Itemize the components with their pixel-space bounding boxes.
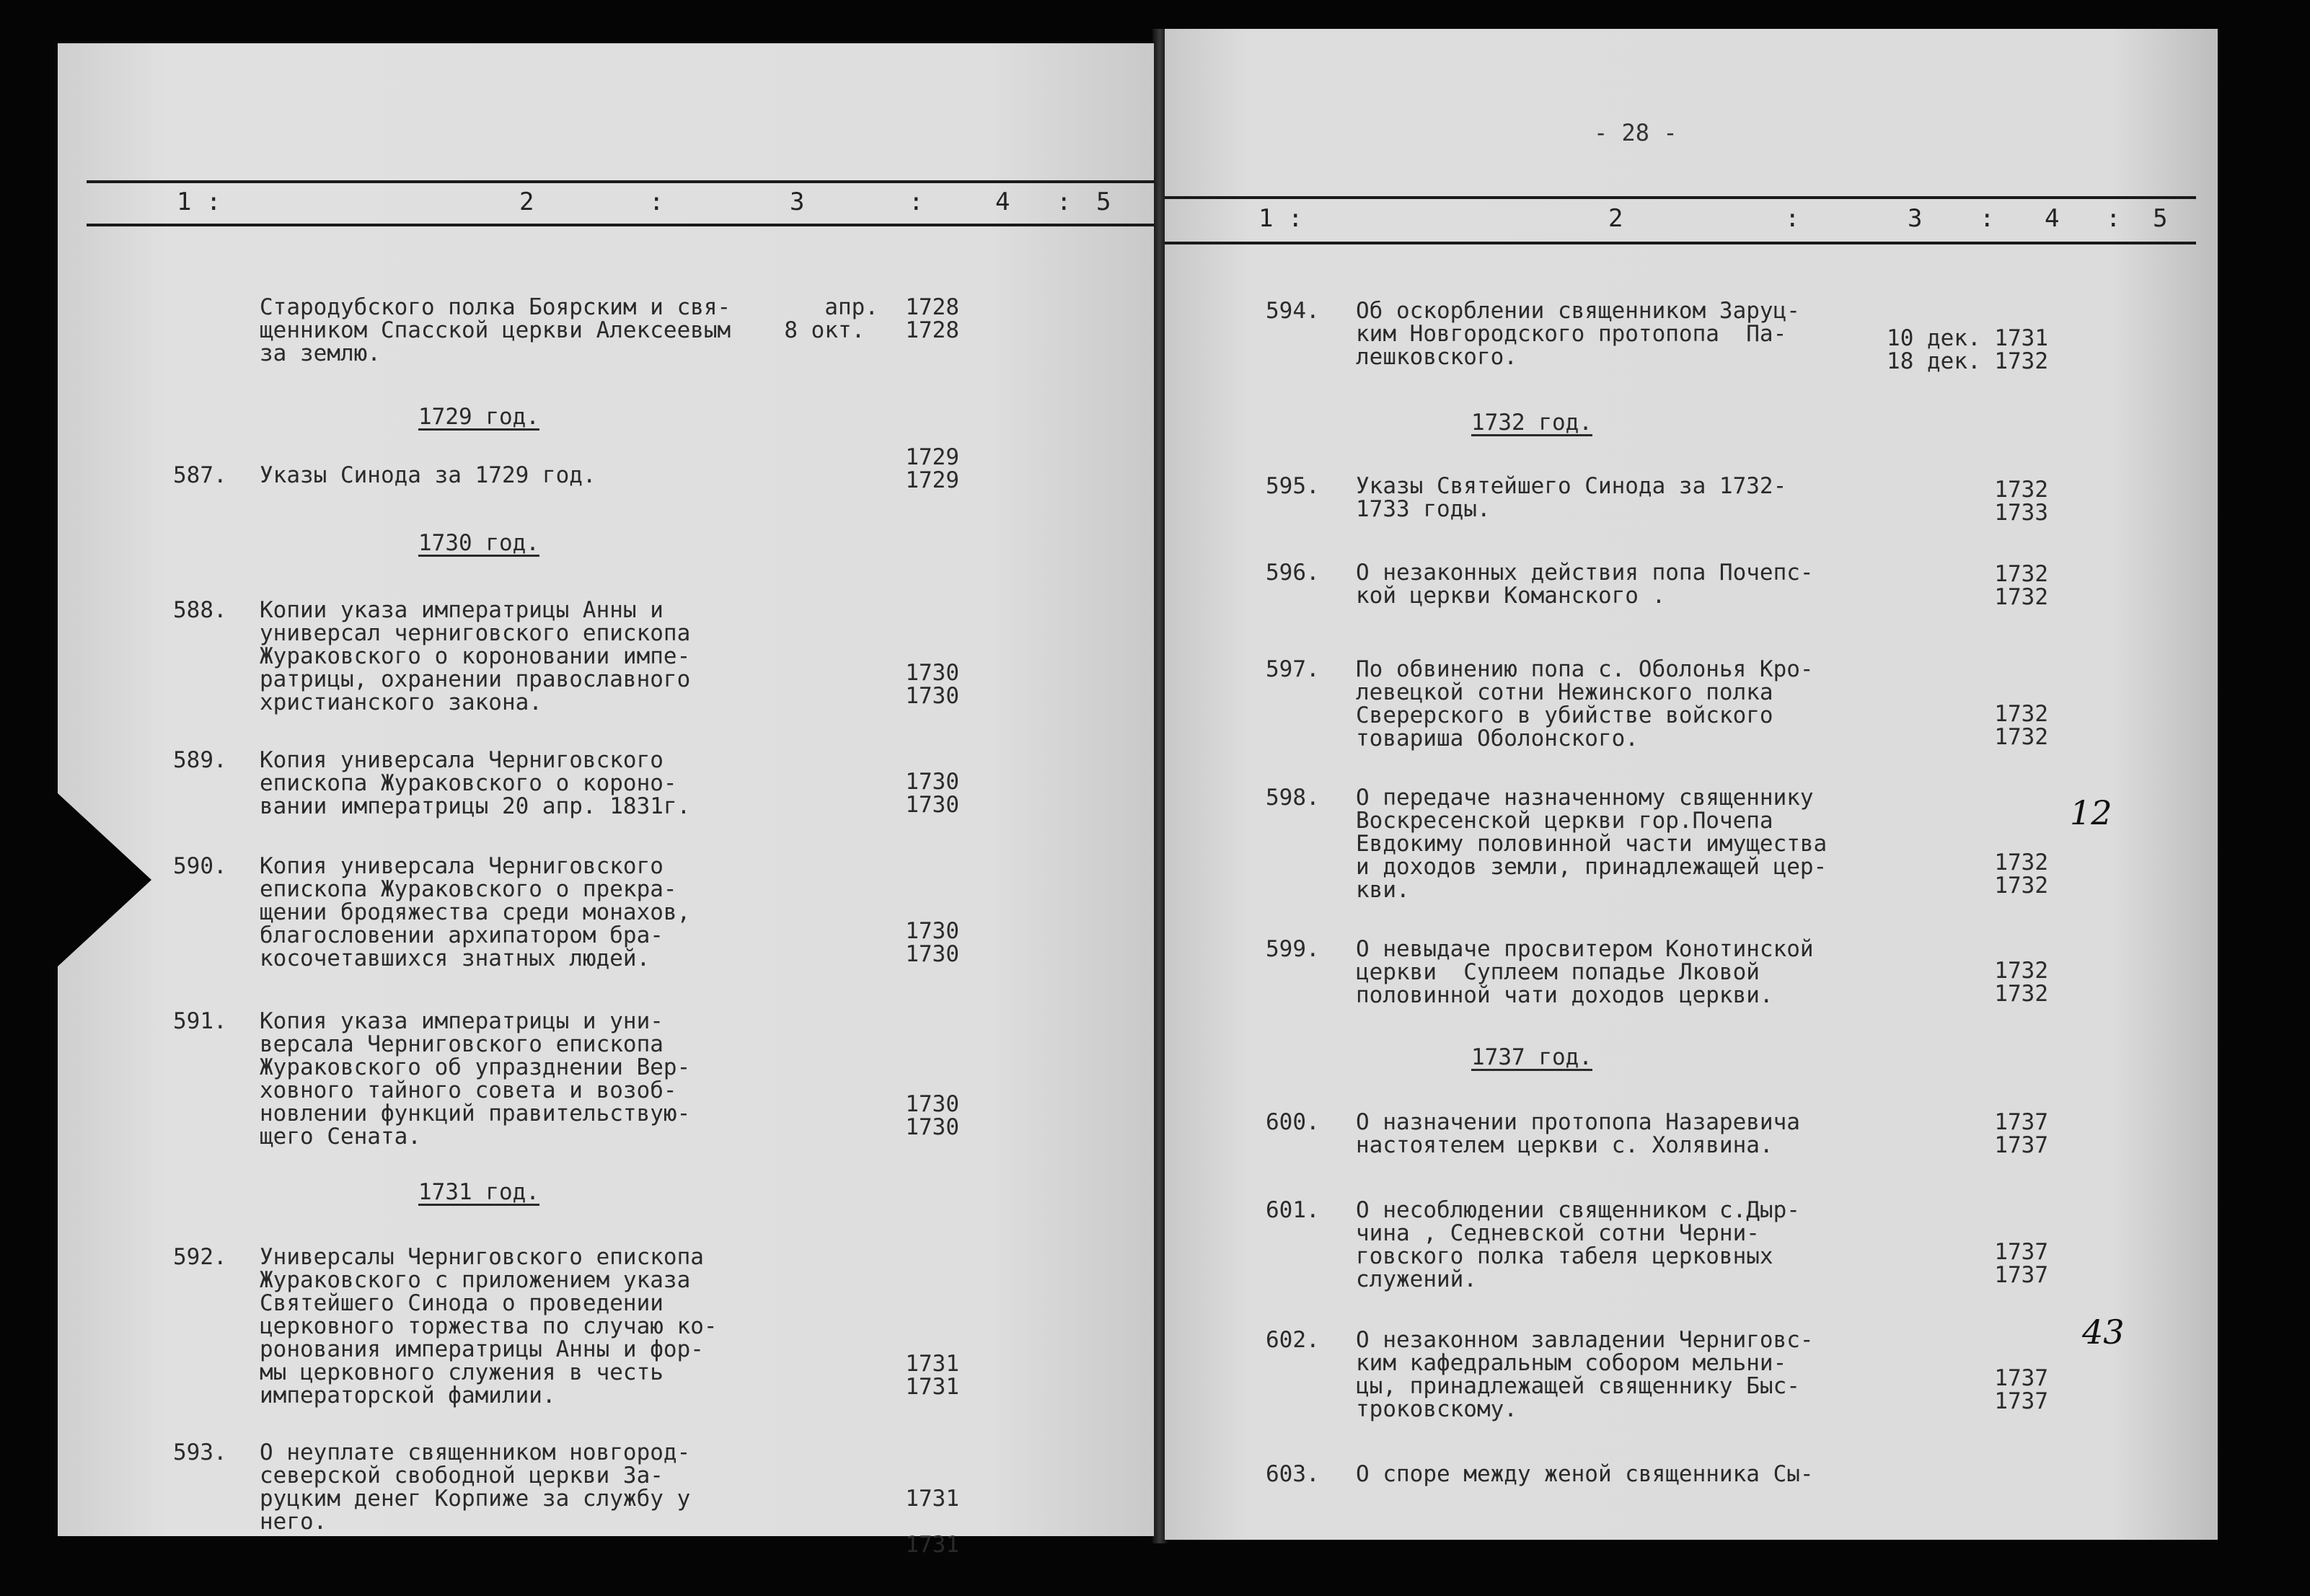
entry-description: По обвинению попа с. Оболонья Кро- левецкой сотни Нежинского полка Сверерского в убийстве войского товариша Оболонского. <box>1356 656 1814 751</box>
year-heading: 1730 год. <box>418 530 539 556</box>
column-number: 2 <box>519 188 534 216</box>
column-number: 3 <box>1908 204 1923 233</box>
entry-number: 599. <box>1266 936 1320 962</box>
column-number: 1 : <box>177 188 221 216</box>
entry-number: 600. <box>1266 1109 1320 1135</box>
entry-description: Копия универсала Черниговского епископа Жураковского о короно- вании императрицы 20 апр. 1831г. <box>260 747 691 819</box>
entry-number: 591. <box>173 1008 227 1034</box>
entry-description: О неуплате священником новгород- северской свободной церкви За- руцким денег Корпиже за службу у него. <box>260 1440 691 1535</box>
entry-number: 593. <box>173 1440 227 1465</box>
entry-dates: 1732 1732 <box>1994 850 2048 899</box>
handwritten-annotation: 12 <box>2070 793 2112 832</box>
entry-description: О назначении протопопа Назаревича настоятелем церкви с. Холявина. <box>1356 1109 1800 1158</box>
handwritten-annotation: 43 <box>2082 1313 2125 1352</box>
entry-number: 598. <box>1266 785 1320 811</box>
entry-dates: 1731 1731 <box>905 1486 959 1558</box>
column-number: : <box>1785 204 1800 233</box>
page-number: - 28 - <box>1594 119 1678 146</box>
entry-dates: апр. 1728 8 окт. 1728 <box>784 294 959 343</box>
entry-dates: 1730 1730 <box>905 660 959 709</box>
entry-number: 601. <box>1266 1197 1320 1223</box>
entry-description: Указы Святейшего Синода за 1732- 1733 годы. <box>1356 473 1787 522</box>
entry-description: Копии указа императрицы Анны и универсал черниговского епископа Жураковского о короновании импе- ратрицы, охранении православного христианского закона. <box>260 597 691 715</box>
entry-number: 596. <box>1266 560 1320 586</box>
entry-dates: 1729 1729 <box>905 444 959 493</box>
column-number: : <box>2106 204 2121 233</box>
entry-dates: 1737 1737 <box>1994 1239 2048 1288</box>
table-header-top-rule <box>1165 196 2196 199</box>
entry-number: 594. <box>1266 298 1320 324</box>
entry-description: Указы Синода за 1729 год. <box>260 462 596 488</box>
page-notch <box>58 793 151 966</box>
entry-dates: 1737 1737 <box>1994 1109 2048 1158</box>
year-heading: 1729 год. <box>418 404 539 430</box>
column-number: 3 <box>790 188 805 216</box>
entry-number: 595. <box>1266 473 1320 499</box>
year-heading: 1731 год. <box>418 1179 539 1205</box>
entry-number: 590. <box>173 853 227 879</box>
entry-dates: 10 дек. 1731 18 дек. 1732 <box>1887 325 2048 374</box>
entry-number: 588. <box>173 597 227 623</box>
entry-number: 597. <box>1266 656 1320 682</box>
entry-description: О несоблюдении священником с.Дыр- чина , Седневской сотни Черни- говского полка табеля церковных служений. <box>1356 1197 1800 1292</box>
entry-description: О незаконном завладении Черниговс- ким кафедральным собором мельни- цы, принадлежащей священнику Быс- троковскому. <box>1356 1327 1814 1422</box>
column-number: : <box>649 188 664 216</box>
entry-dates: 1732 1732 <box>1994 958 2048 1007</box>
column-number: 4 <box>2045 204 2060 233</box>
column-number: 4 <box>995 188 1010 216</box>
column-number: : <box>909 188 924 216</box>
entry-dates: 1730 1730 <box>905 769 959 818</box>
entry-description: Об оскорблении священником Заруц- ким Новгородского протопопа Па- лешковского. <box>1356 298 1800 370</box>
entry-number: 603. <box>1266 1461 1320 1487</box>
entry-number: 589. <box>173 747 227 773</box>
table-header-bottom-rule <box>1165 242 2196 244</box>
entry-number: 592. <box>173 1244 227 1270</box>
entry-number: 587. <box>173 462 227 488</box>
entry-dates: 1731 1731 <box>905 1351 959 1400</box>
column-number: 5 <box>2153 204 2168 233</box>
entry-description: О передаче назначенному священнику Воскресенской церкви гор.Почепа Евдокиму половинной части имущества и доходов земли, принадлежащей цер- кви. <box>1356 785 1828 903</box>
entry-description: Универсалы Черниговского епископа Жураковского с приложением указа Святейшего Синода о проведении церковного торжества по случаю ко- ронования императрицы Анны и фор- мы церковного служения в честь императорской фамилии. <box>260 1244 718 1408</box>
entry-description: Копия указа императрицы и уни- версала Черниговского епископа Жураковского об упразднении Вер- ховного тайного совета и возоб- новлении функций правительствую- щего Сената. <box>260 1008 691 1150</box>
column-number: 1 : <box>1258 204 1303 233</box>
entry-number: 602. <box>1266 1327 1320 1353</box>
entry-dates: 1732 1732 <box>1994 561 2048 610</box>
column-number: : <box>1057 188 1072 216</box>
entry-description: О невыдаче просвитером Конотинской церкви Суплеем попадье Лковой половинной чати доходов церкви. <box>1356 936 1814 1008</box>
entry-description: Стародубского полка Боярским и свя- щенником Спасской церкви Алексеевым за землю. <box>260 294 731 366</box>
entry-dates: 1737 1737 <box>1994 1365 2048 1414</box>
entry-dates: 1730 1730 <box>905 1091 959 1140</box>
left-page <box>58 43 1154 1558</box>
entry-dates: 1730 1730 <box>905 918 959 967</box>
entry-description: Копия универсала Черниговского епископа Жураковского о прекра- щении бродяжества среди монахов, благословении архипатором бра- косочетавшихся знатных людей. <box>260 853 691 971</box>
table-header-top-rule <box>87 180 1154 183</box>
entry-dates: 1732 1732 <box>1994 701 2048 750</box>
column-number: 5 <box>1096 188 1111 216</box>
table-header-bottom-rule <box>87 224 1154 226</box>
year-heading: 1737 год. <box>1471 1044 1592 1070</box>
right-page <box>1165 29 2218 1540</box>
column-number: : <box>1980 204 1995 233</box>
entry-dates: 1732 1733 <box>1994 477 2048 526</box>
column-number: 2 <box>1608 204 1623 233</box>
entry-description: О незаконных действия попа Почепс- кой церкви Команского . <box>1356 560 1814 609</box>
year-heading: 1732 год. <box>1471 410 1592 436</box>
entry-description: О споре между женой священника Сы- <box>1356 1461 1814 1487</box>
